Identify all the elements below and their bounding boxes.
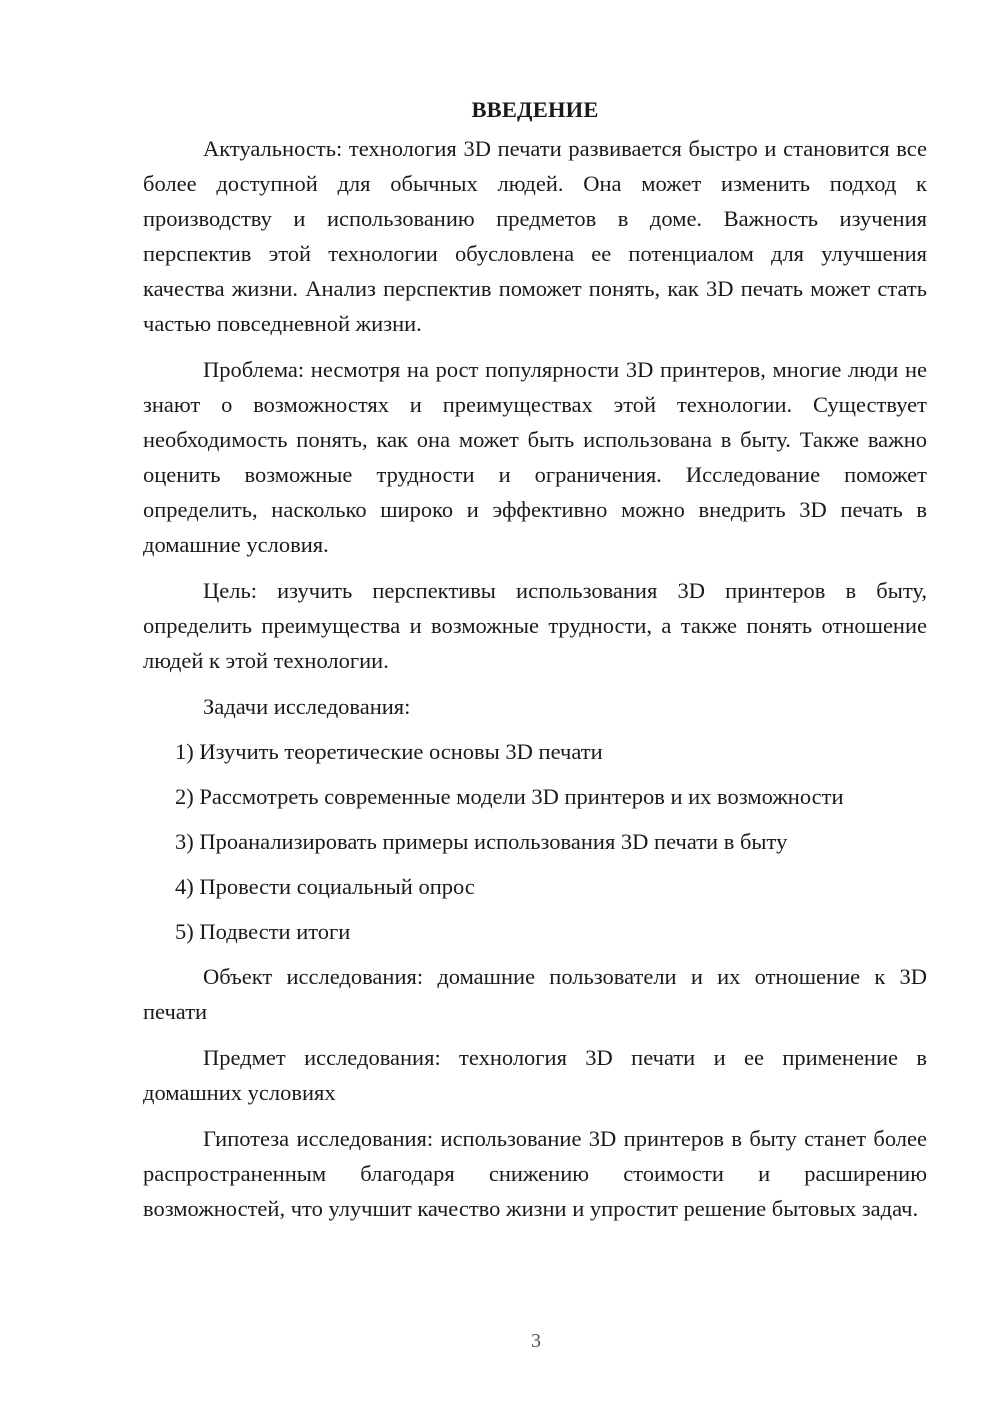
tasks-list [143,734,927,949]
tasks-heading: Задачи исследования: [203,694,411,719]
goal-paragraph: Цель: изучить перспективы использования 3D принтеров в быту, определить преимущества и возможные трудности, а также понять отношение людей к этой технологии. [143,578,927,673]
task-item-1: 1) Изучить теоретические основы 3D печати [175,739,603,764]
page-content [143,92,927,1237]
hypothesis-paragraph: Гипотеза исследования: использование 3D принтеров в быту станет более распространенным благодаря снижению стоимости и расширению возможностей, что улучшит качество жизни и упростит решение бытовых задач. [143,1126,927,1221]
object-paragraph: Объект исследования: домашние пользователи и их отношение к 3D печати [143,964,927,1024]
task-item-4: 4) Провести социальный опрос [175,874,475,899]
task-item-5: 5) Подвести итоги [175,919,351,944]
section-title: ВВЕДЕНИЕ [471,97,599,122]
subject-paragraph: Предмет исследования: технология 3D печати и ее применение в домашних условиях [143,1045,927,1105]
task-item-2: 2) Рассмотреть современные модели 3D принтеров и их возможности [175,784,844,809]
page-number: 3 [531,1330,541,1352]
task-item-3: 3) Проанализировать примеры использования 3D печати в быту [175,829,788,854]
problem-paragraph: Проблема: несмотря на рост популярности 3D принтеров, многие люди не знают о возможностях и преимуществах этой технологии. Существует необходимость понять, как она может быть использована в быту. Также важно оценить возможные трудности и ограничения. Исследование поможет определить, насколько широко и эффективно можно внедрить 3D печать в домашние условия. [143,357,927,557]
relevance-paragraph: Актуальность: технология 3D печати развивается быстро и становится все более доступной для обычных людей. Она может изменить подход к производству и использованию предметов в доме. Важность изучения перспектив этой технологии обусловлена ее потенциалом для улучшения качества жизни. Анализ перспектив поможет понять, как 3D печать может стать частью повседневной жизни. [143,136,927,336]
